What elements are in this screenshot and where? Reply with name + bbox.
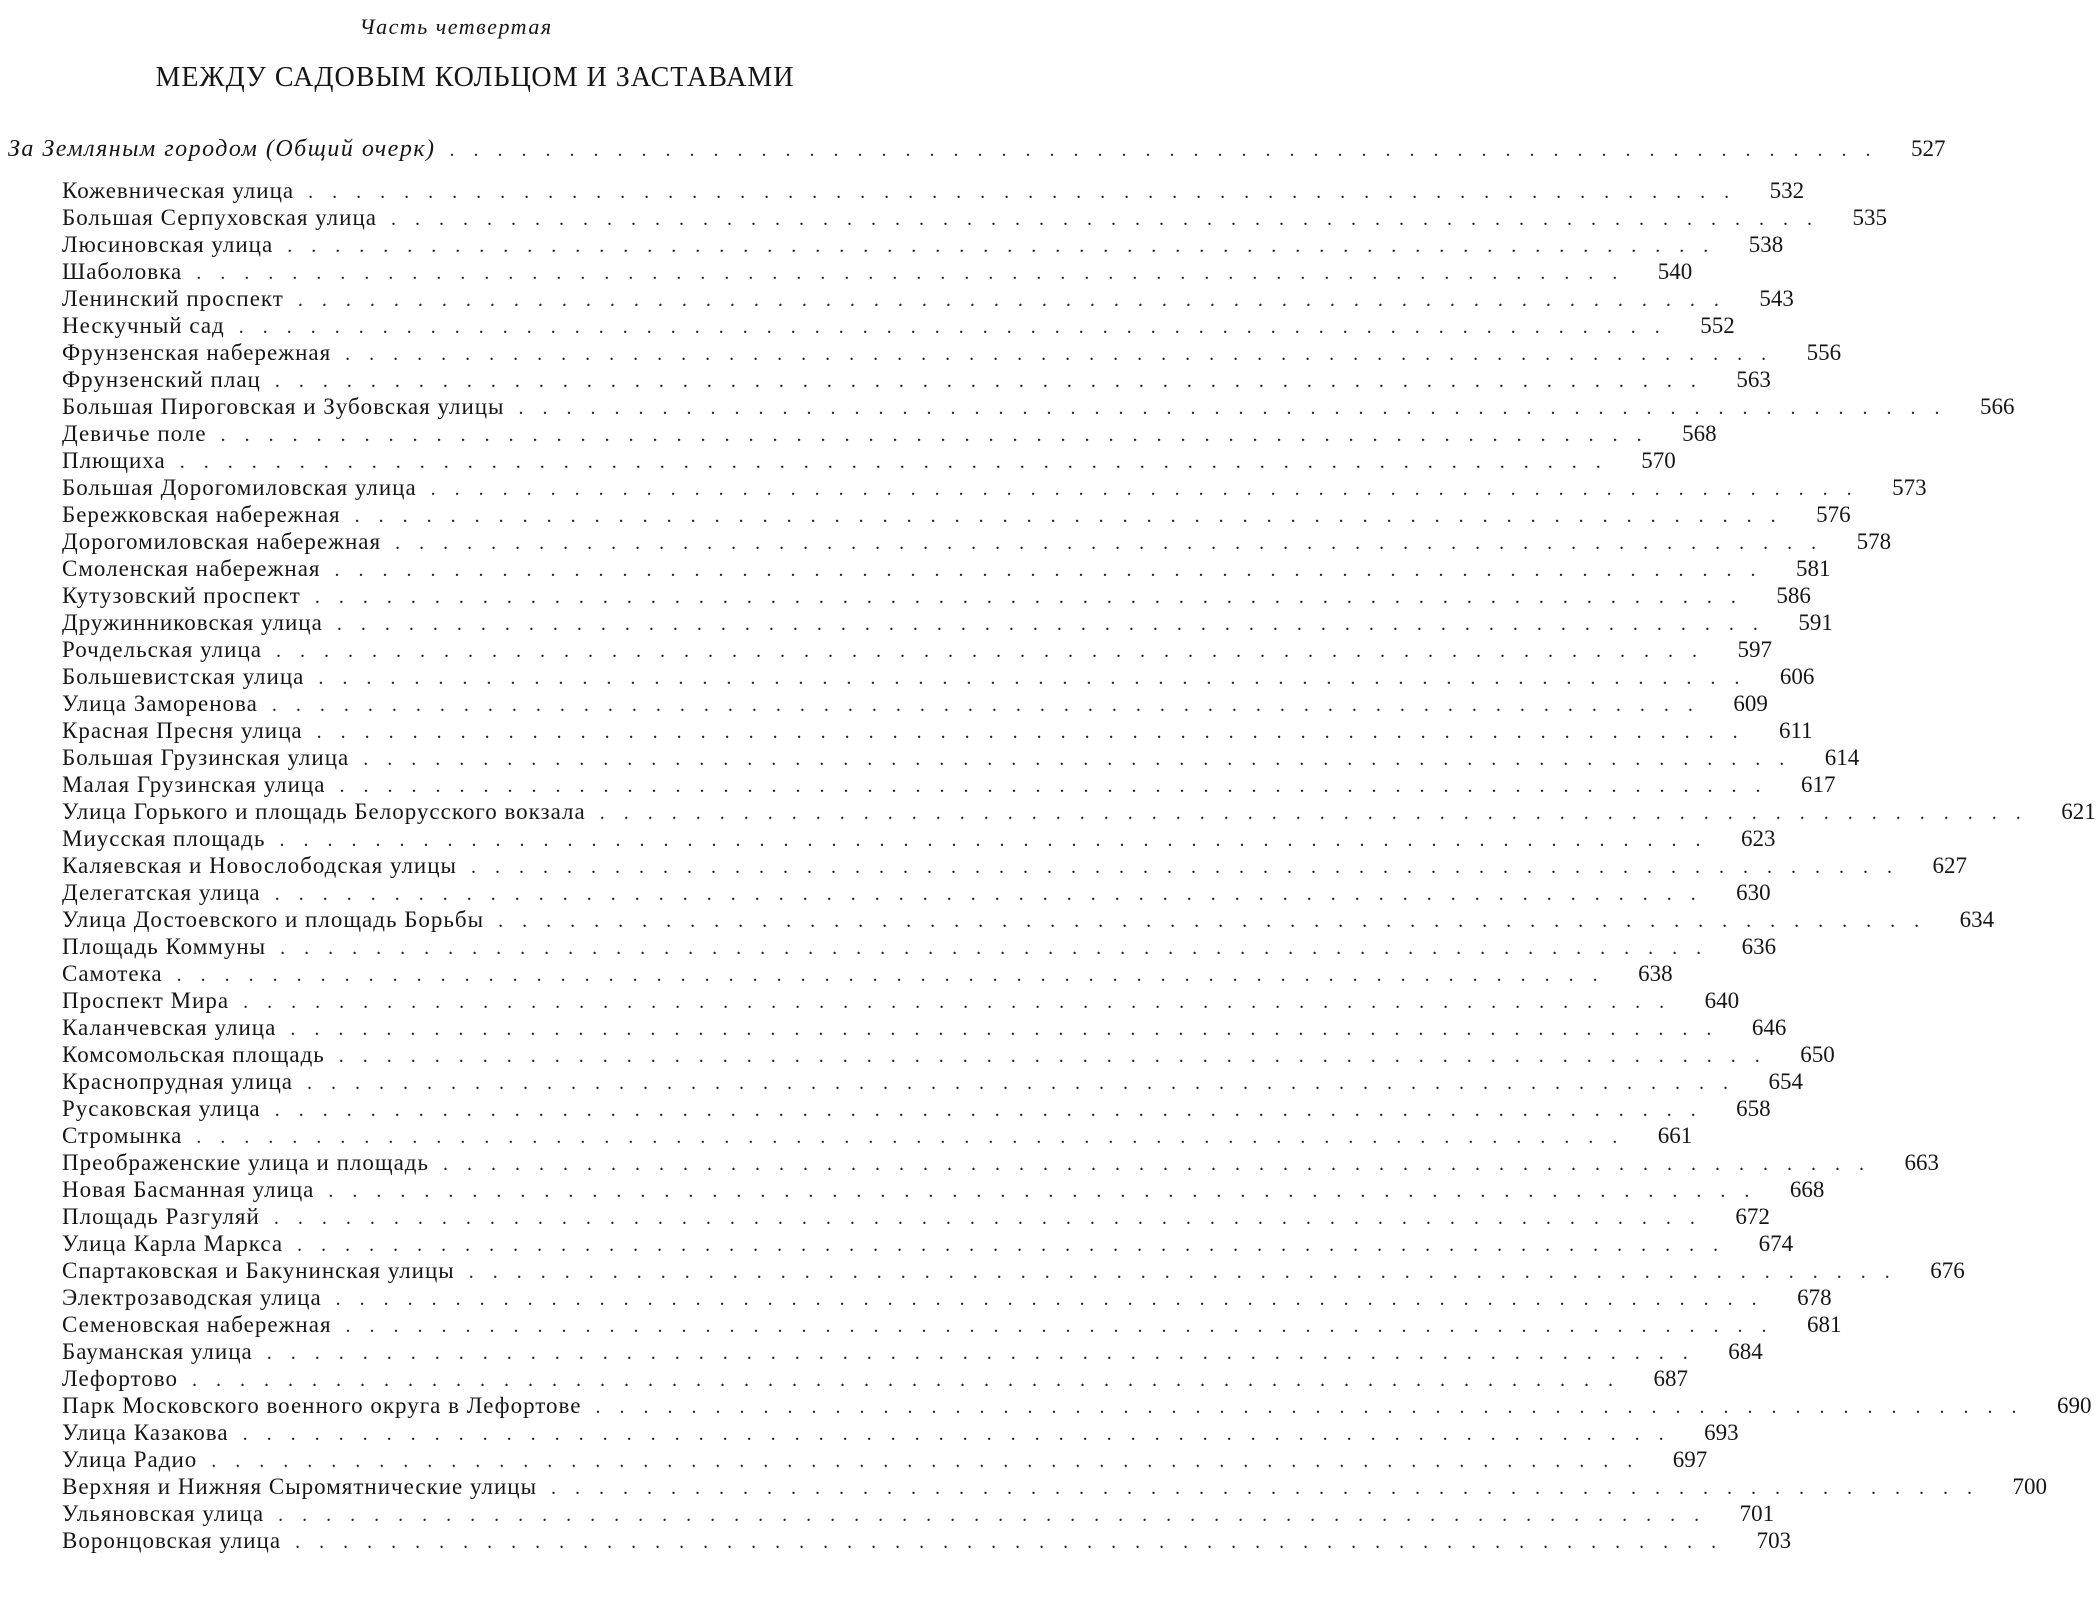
- dot-leader: ............................................................: [314, 586, 1755, 608]
- dot-leader: ............................................................: [274, 370, 1715, 392]
- dot-leader: ............................................................: [211, 1450, 1652, 1472]
- dot-leader: ............................................................: [345, 1315, 1786, 1337]
- toc-entry: [62, 1257, 1965, 1284]
- toc-entry: [62, 879, 1771, 906]
- dot-leader: ............................................................: [551, 1477, 1992, 1499]
- dot-leader: ............................................................: [290, 1018, 1731, 1040]
- toc-entry-title: Смоленская набережная: [62, 556, 321, 581]
- toc-entry-page-number: 678: [1797, 1285, 1832, 1310]
- toc-entry-page-number: 654: [1768, 1069, 1803, 1094]
- dot-leader: ............................................................: [471, 856, 1911, 878]
- toc-entry-page-number: 693: [1704, 1420, 1739, 1445]
- toc-entry: [62, 690, 1768, 717]
- toc-entry-page-number: 701: [1739, 1501, 1775, 1526]
- toc-entry-page-number: 611: [1778, 718, 1813, 743]
- dot-leader: ............................................................: [179, 451, 1620, 473]
- dot-leader: ............................................................: [335, 1288, 1776, 1310]
- toc-entry-title: Ульяновская улица: [62, 1501, 265, 1526]
- toc-entry-title: Красная Пресня улица: [62, 718, 303, 743]
- toc-entry-page-number: 566: [1980, 394, 2015, 419]
- toc-entry-page-number: 681: [1807, 1312, 1842, 1337]
- toc-entry: [62, 1203, 1770, 1230]
- toc-entry: [62, 1149, 1939, 1176]
- toc-entry-title: Большая Серпуховская улица: [62, 205, 377, 230]
- toc-entry-page-number: 543: [1759, 286, 1794, 311]
- dot-leader: ............................................................: [336, 613, 1777, 635]
- toc-entry: [62, 1230, 1794, 1257]
- toc-entry: [62, 933, 1777, 960]
- toc-entry-title: Фрунзенская набережная: [62, 340, 332, 365]
- dot-leader: ............................................................: [318, 667, 1759, 689]
- toc-entry-page-number: 591: [1798, 610, 1833, 635]
- toc-entry: [62, 1014, 1787, 1041]
- toc-entry-title: Новая Басманная улица: [62, 1177, 315, 1202]
- toc-entry-page-number: 672: [1735, 1204, 1770, 1229]
- toc-entry: [62, 1365, 1688, 1392]
- dot-leader: ............................................................: [191, 1369, 1632, 1391]
- toc-entry-title: Плющиха: [62, 448, 166, 473]
- toc-entry: [62, 906, 1995, 933]
- dot-leader: ............................................................: [196, 262, 1637, 284]
- toc-entry: [62, 744, 1860, 771]
- toc-entry-page-number: 700: [2012, 1474, 2048, 1499]
- dot-leader: ............................................................: [442, 1153, 1883, 1175]
- toc-entry-title: Нескучный сад: [62, 313, 225, 338]
- toc-entry-title: Шаболовка: [62, 259, 183, 284]
- toc-entry-page-number: 623: [1740, 826, 1776, 851]
- toc-entry-title: Комсомольская площадь: [62, 1042, 325, 1067]
- toc-entry-title: Улица Радио: [62, 1447, 198, 1472]
- toc-entry: [62, 1527, 1792, 1554]
- dot-leader: ............................................................: [498, 910, 1939, 932]
- toc-entry-title: Улица Достоевского и площадь Борьбы: [62, 907, 485, 932]
- toc-entry-title: Миусская площадь: [62, 826, 266, 851]
- toc-entry-title: Стромынка: [62, 1123, 183, 1148]
- toc-entry-title: Большая Пироговская и Зубовская улицы: [62, 394, 505, 419]
- dot-leader: ............................................................: [345, 343, 1786, 365]
- dot-leader: ............................................................: [287, 235, 1728, 257]
- toc-entry-title: Ленинский проспект: [62, 286, 284, 311]
- toc-entry: [62, 798, 2096, 825]
- toc-entry: [62, 204, 1887, 231]
- dot-leader: ............................................................: [468, 1261, 1909, 1283]
- toc-entry-page-number: 538: [1748, 232, 1784, 257]
- dot-leader: ............................................................: [328, 1180, 1769, 1202]
- toc-entry-title: Большая Дорогомиловская улица: [62, 475, 417, 500]
- dot-leader: ............................................................: [176, 964, 1617, 986]
- toc-entry: [62, 771, 1836, 798]
- toc-entry: [62, 447, 1676, 474]
- dot-leader: ............................................................: [354, 505, 1795, 527]
- toc-entry-title: Большая Грузинская улица: [62, 745, 350, 770]
- dot-leader: ............................................................: [273, 1207, 1714, 1229]
- toc-entry-page-number: 674: [1758, 1231, 1794, 1256]
- dot-leader: ............................................................: [196, 1126, 1637, 1148]
- dot-leader: ............................................................: [279, 829, 1720, 851]
- toc-entry: [62, 420, 1717, 447]
- toc-entry-title: Большевистская улица: [62, 664, 305, 689]
- dot-leader: ............................................................: [306, 1072, 1747, 1094]
- toc-entry-title: Улица Заморенова: [62, 691, 258, 716]
- dot-leader: ............................................................: [220, 424, 1661, 446]
- toc-entry: [62, 1392, 2092, 1419]
- dot-leader: ............................................................: [242, 1423, 1683, 1445]
- toc-entry-title: Каланчевская улица: [62, 1015, 277, 1040]
- toc-entry-page-number: 690: [2056, 1393, 2092, 1418]
- toc-entry-title: Улица Казакова: [62, 1420, 229, 1445]
- toc-entry: [62, 366, 1771, 393]
- toc-entry-page-number: 638: [1638, 961, 1673, 986]
- toc-list: [62, 177, 2096, 1554]
- toc-entry-title: Преображенские улица и площадь: [62, 1150, 429, 1175]
- toc-entry: [62, 1284, 1832, 1311]
- toc-entry: [62, 1068, 1803, 1095]
- dot-leader: ............................................................: [430, 478, 1871, 500]
- toc-entry: [62, 1473, 2048, 1500]
- toc-entry: [62, 1122, 1693, 1149]
- toc-entry-page-number: 703: [1756, 1528, 1792, 1553]
- dot-leader: ............................................................: [280, 937, 1721, 959]
- part-title: МЕЖДУ САДОВЫМ КОЛЬЦОМ И ЗАСТАВАМИ: [155, 62, 795, 93]
- toc-entry-title: Кожевническая улица: [62, 178, 295, 203]
- toc-entry: [62, 258, 1693, 285]
- toc-entry-title: Каляевская и Новослободская улицы: [62, 853, 457, 878]
- toc-entry-page-number: 617: [1801, 772, 1836, 797]
- toc-entry-page-number: 552: [1700, 313, 1735, 338]
- toc-entry-title: Верхняя и Нижняя Сыромятнические улицы: [62, 1474, 538, 1499]
- dot-leader: ............................................................: [275, 640, 1716, 662]
- toc-entry: [62, 1311, 1842, 1338]
- toc-entry: [62, 393, 2015, 420]
- toc-entry-title: Парк Московского военного округа в Лефортове: [62, 1393, 582, 1418]
- toc-entry: [62, 960, 1673, 987]
- toc-entry-title: Самотека: [62, 961, 163, 986]
- dot-leader: ............................................................: [238, 316, 1679, 338]
- toc-entry: [62, 1338, 1763, 1365]
- toc-entry-title: Лефортово: [62, 1366, 178, 1391]
- toc-entry-page-number: 568: [1682, 421, 1717, 446]
- toc-entry: [62, 987, 1740, 1014]
- toc-entry: [62, 1419, 1739, 1446]
- toc-entry: [62, 474, 1927, 501]
- dot-leader: ............................................................: [266, 1342, 1707, 1364]
- part-label: Часть четвертая: [359, 14, 553, 39]
- dot-leader: ............................................................: [595, 1396, 2036, 1418]
- dot-leader: ............................................................: [274, 1099, 1715, 1121]
- section-page-number: 527: [1911, 136, 1946, 161]
- toc-entry: [62, 1176, 1825, 1203]
- toc-entry: [62, 1041, 1835, 1068]
- toc-entry-page-number: 614: [1824, 745, 1860, 770]
- toc-entry-title: Проспект Мира: [62, 988, 230, 1013]
- dot-leader: ............................................................: [599, 802, 2040, 824]
- toc-entry-page-number: 563: [1736, 367, 1771, 392]
- dot-leader: ............................................................: [449, 139, 1890, 161]
- toc-entry-title: Малая Грузинская улица: [62, 772, 326, 797]
- toc-entry-title: Кутузовский проспект: [62, 583, 301, 608]
- toc-entry-page-number: 627: [1932, 853, 1967, 878]
- toc-entry: [62, 717, 1813, 744]
- toc-entry-page-number: 581: [1795, 556, 1831, 581]
- toc-entry-page-number: 661: [1657, 1123, 1693, 1148]
- toc-entry-page-number: 663: [1904, 1150, 1939, 1175]
- toc-entry-title: Рочдельская улица: [62, 637, 262, 662]
- toc-entry: [62, 636, 1772, 663]
- toc-entry-page-number: 634: [1959, 907, 1995, 932]
- toc-entry-page-number: 676: [1930, 1258, 1965, 1283]
- dot-leader: ............................................................: [278, 1504, 1719, 1526]
- dot-leader: ............................................................: [316, 721, 1757, 743]
- toc-entry-title: Семеновская набережная: [62, 1312, 332, 1337]
- toc-entry: [62, 501, 1851, 528]
- toc-entry-page-number: 535: [1852, 205, 1887, 230]
- toc-entry-page-number: 573: [1892, 475, 1927, 500]
- toc-entry-page-number: 532: [1769, 178, 1805, 203]
- toc-entry: [62, 852, 1967, 879]
- toc-entry-title: Улица Горького и площадь Белорусского вокзала: [62, 799, 586, 824]
- toc-entry-title: Делегатская улица: [62, 880, 261, 905]
- toc-entry-title: Электрозаводская улица: [62, 1285, 322, 1310]
- toc-entry-page-number: 570: [1641, 448, 1676, 473]
- dot-leader: ............................................................: [338, 1045, 1779, 1067]
- toc-entry-title: Дорогомиловская набережная: [62, 529, 382, 554]
- toc-entry-page-number: 609: [1733, 691, 1768, 716]
- dot-leader: ............................................................: [271, 694, 1712, 716]
- dot-leader: ............................................................: [390, 208, 1831, 230]
- toc-entry: [62, 663, 1815, 690]
- dot-leader: ............................................................: [297, 1234, 1738, 1256]
- toc-entry-page-number: 576: [1816, 502, 1851, 527]
- toc-entry: [62, 1095, 1771, 1122]
- toc-entry: [62, 285, 1794, 312]
- toc-entry: [62, 582, 1811, 609]
- toc-entry-page-number: 556: [1806, 340, 1842, 365]
- toc-entry-page-number: 658: [1736, 1096, 1771, 1121]
- section-heading: [8, 136, 1946, 166]
- dot-leader: ............................................................: [395, 532, 1836, 554]
- toc-entry: [62, 528, 1892, 555]
- toc-entry-page-number: 640: [1704, 988, 1740, 1013]
- toc-entry: [62, 312, 1735, 339]
- toc-entry-title: Площадь Коммуны: [62, 934, 267, 959]
- toc-entry: [62, 177, 1805, 204]
- toc-entry-page-number: 606: [1779, 664, 1815, 689]
- toc-entry-page-number: 697: [1672, 1447, 1708, 1472]
- toc-entry-title: Площадь Разгуляй: [62, 1204, 260, 1229]
- toc-entry-page-number: 650: [1800, 1042, 1835, 1067]
- toc-entry-page-number: 646: [1751, 1015, 1787, 1040]
- dot-leader: ............................................................: [295, 1531, 1736, 1553]
- toc-entry: [62, 609, 1833, 636]
- section-title: За Земляным городом (Общий очерк): [8, 136, 436, 162]
- toc-entry-page-number: 578: [1856, 529, 1892, 554]
- toc-entry: [62, 339, 1842, 366]
- toc-entry-page-number: 597: [1737, 637, 1772, 662]
- dot-leader: ............................................................: [274, 883, 1715, 905]
- toc-entry-title: Спартаковская и Бакунинская улицы: [62, 1258, 455, 1283]
- toc-entry-title: Дружинниковская улица: [62, 610, 323, 635]
- toc-entry-title: Бережковская набережная: [62, 502, 341, 527]
- dot-leader: ............................................................: [334, 559, 1775, 581]
- dot-leader: ............................................................: [363, 748, 1804, 770]
- toc-entry-title: Фрунзенский плац: [62, 367, 261, 392]
- toc-entry-page-number: 540: [1657, 259, 1693, 284]
- toc-entry-page-number: 621: [2061, 799, 2096, 824]
- dot-leader: ............................................................: [518, 397, 1959, 419]
- toc-entry-title: Девичье поле: [62, 421, 207, 446]
- toc-entry-page-number: 668: [1789, 1177, 1825, 1202]
- toc-entry-title: Люсиновская улица: [62, 232, 274, 257]
- toc-entry-title: Русаковская улица: [62, 1096, 261, 1121]
- toc-entry-page-number: 630: [1736, 880, 1771, 905]
- toc-entry: [62, 555, 1831, 582]
- dot-leader: ............................................................: [243, 991, 1684, 1013]
- toc-entry-title: Воронцовская улица: [62, 1528, 282, 1553]
- toc-entry: [62, 1446, 1708, 1473]
- toc-entry-title: Бауманская улица: [62, 1339, 253, 1364]
- toc-entry-page-number: 687: [1653, 1366, 1688, 1391]
- toc-entry-title: Улица Карла Маркса: [62, 1231, 284, 1256]
- toc-entry-page-number: 636: [1741, 934, 1777, 959]
- dot-leader: ............................................................: [339, 775, 1780, 797]
- dot-leader: ............................................................: [297, 289, 1738, 311]
- toc-entry-page-number: 684: [1728, 1339, 1763, 1364]
- toc-entry-page-number: 586: [1776, 583, 1811, 608]
- toc-entry: [62, 231, 1784, 258]
- dot-leader: ............................................................: [308, 181, 1749, 203]
- toc-entry: [62, 1500, 1775, 1527]
- toc-entry: [62, 825, 1776, 852]
- toc-entry-title: Краснопрудная улица: [62, 1069, 293, 1094]
